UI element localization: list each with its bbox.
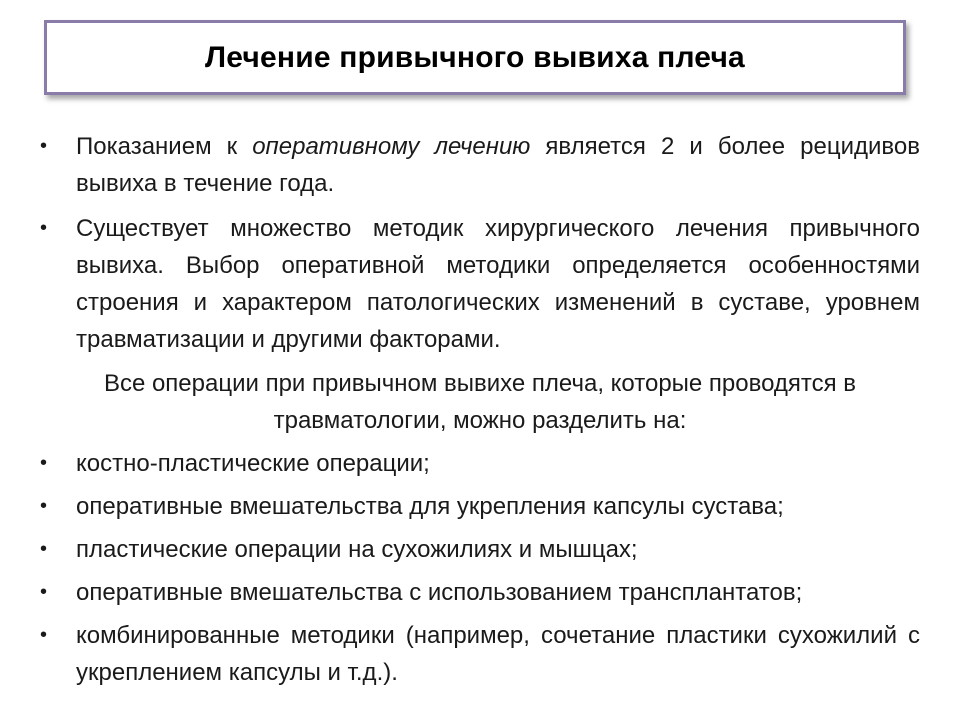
- bullet-paragraph-indication: [40, 128, 920, 202]
- para2-text: Существует множество методик хирургического лечения привычного вывиха. Выбор оперативной методики определяется особенностями строения и характером патологических изменений в суставе, уровнем травматизации и другими факторами.: [76, 215, 920, 353]
- slide-title: Лечение привычного вывиха плеча: [205, 40, 745, 74]
- bullet-marker: •: [40, 135, 48, 157]
- list-item: [40, 488, 920, 525]
- title-box: [44, 20, 906, 95]
- centered-paragraph: Все операции при привычном вывихе плеча, которые проводятся в травматологии, можно разделить на:: [103, 370, 857, 434]
- list-item-text: пластические операции на сухожилиях и мышцах;: [76, 536, 638, 563]
- bullet-marker: •: [40, 495, 48, 517]
- list-item-text: оперативные вмешательства с использованием трансплантатов;: [76, 579, 803, 606]
- list-item: [40, 445, 920, 482]
- para1-after: является 2 и более рецидивов вывиха в течение года.: [76, 133, 920, 197]
- bullet-marker: •: [40, 217, 48, 239]
- list-item-text: оперативные вмешательства для укрепления капсулы сустава;: [76, 493, 784, 520]
- bullet-marker: •: [40, 452, 48, 474]
- bullet-marker: •: [40, 538, 48, 560]
- para1-before: Показанием к: [76, 133, 253, 160]
- list-item: [40, 617, 920, 691]
- list-item: [40, 574, 920, 611]
- para1-italic: оперативному лечению: [252, 133, 531, 160]
- list-item: [40, 531, 920, 568]
- bullet-marker: •: [40, 581, 48, 603]
- slide-content: [40, 128, 920, 691]
- bullet-paragraph-methods: [40, 210, 920, 358]
- list-item-text: костно-пластические операции;: [76, 450, 430, 477]
- bullet-marker: •: [40, 624, 48, 646]
- list-item-text: комбинированные методики (например, сочетание пластики сухожилий с укреплением капсулы и т.д.).: [76, 622, 920, 686]
